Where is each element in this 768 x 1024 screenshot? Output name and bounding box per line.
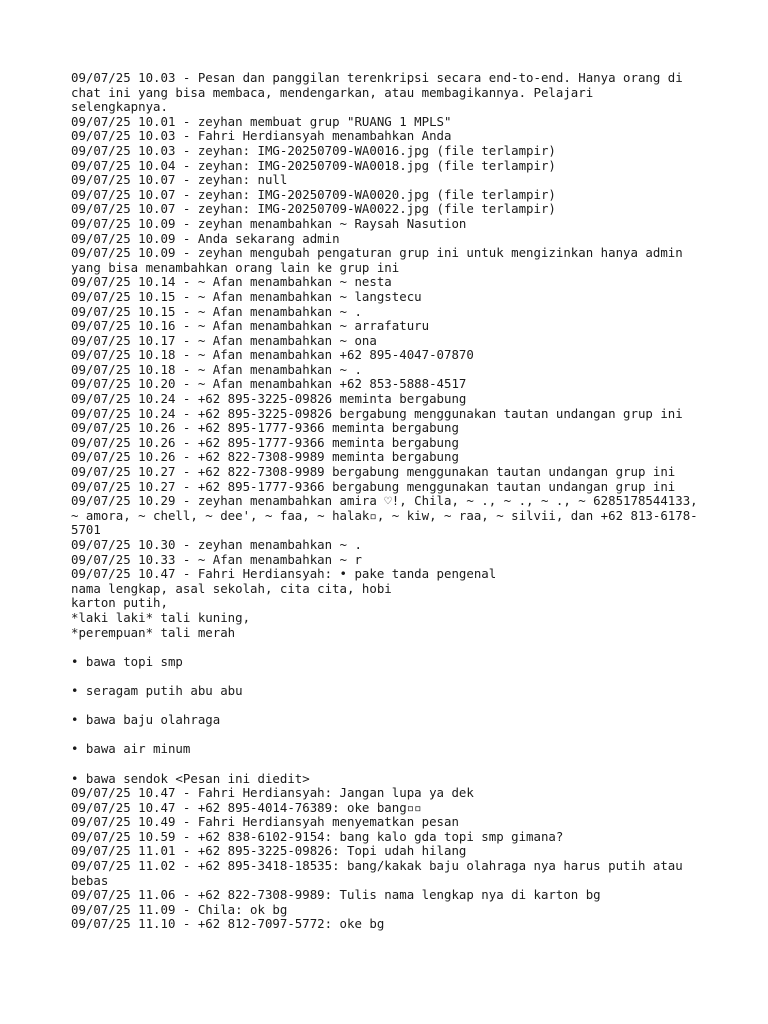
chat-line: 09/07/25 10.47 - +62 895-4014-76389: oke bang▫▫ — [71, 799, 422, 815]
chat-line: 09/07/25 10.18 - ~ Afan menambahkan +62 895-4047-07870 — [71, 347, 474, 363]
chat-line: 09/07/25 10.27 - +62 822-7308-9989 bergabung menggunakan tautan undangan grup ini — [71, 464, 676, 480]
chat-line — [71, 640, 711, 655]
chat-line: 09/07/25 10.17 - ~ Afan menambahkan ~ ona — [71, 332, 377, 348]
chat-line: 09/07/25 11.09 - Chila: ok bg — [71, 901, 288, 917]
chat-line: yang bisa menambahkan orang lain ke grup ini — [71, 259, 400, 275]
chat-line: 09/07/25 11.10 - +62 812-7097-5772: oke bg — [71, 916, 385, 932]
chat-line: 09/07/25 10.26 - +62 895-1777-9366 meminta bergabung — [71, 434, 459, 450]
chat-line: 09/07/25 10.24 - +62 895-3225-09826 bergabung menggunakan tautan undangan grup ini — [71, 405, 683, 421]
chat-line: • bawa topi smp — [71, 653, 183, 669]
chat-line: 09/07/25 10.24 - +62 895-3225-09826 meminta bergabung — [71, 391, 467, 407]
chat-line: 09/07/25 10.07 - zeyhan: null — [71, 172, 288, 188]
chat-line: 09/07/25 10.26 - +62 822-7308-9989 meminta bergabung — [71, 449, 459, 465]
chat-line: 09/07/25 10.14 - ~ Afan menambahkan ~ nesta — [71, 274, 392, 290]
chat-line: 09/07/25 11.02 - +62 895-3418-18535: bang/kakak baju olahraga nya harus putih atau — [71, 858, 683, 874]
chat-line: 09/07/25 10.15 - ~ Afan menambahkan ~ langstecu — [71, 288, 422, 304]
chat-line: *perempuan* tali merah — [71, 624, 236, 640]
chat-line: • bawa baju olahraga — [71, 712, 221, 728]
chat-line: 09/07/25 10.04 - zeyhan: IMG-20250709-WA0018.jpg (file terlampir) — [71, 157, 556, 173]
chat-line: 09/07/25 10.16 - ~ Afan menambahkan ~ arrafaturu — [71, 318, 430, 334]
chat-line: 09/07/25 10.03 - Fahri Herdiansyah menambahkan Anda — [71, 128, 452, 144]
chat-line: • bawa sendok <Pesan ini diedit> — [71, 770, 310, 786]
chat-line: 09/07/25 11.01 - +62 895-3225-09826: Topi udah hilang — [71, 843, 467, 859]
chat-line — [71, 757, 711, 772]
chat-line: • bawa air minum — [71, 741, 191, 757]
chat-line: • seragam putih abu abu — [71, 682, 243, 698]
chat-line: 5701 — [71, 522, 101, 538]
chat-line: 09/07/25 11.06 - +62 822-7308-9989: Tulis nama lengkap nya di karton bg — [71, 887, 601, 903]
chat-line: 09/07/25 10.09 - Anda sekarang admin — [71, 230, 340, 246]
chat-line — [71, 728, 711, 743]
chat-line: 09/07/25 10.15 - ~ Afan menambahkan ~ . — [71, 303, 362, 319]
chat-line: 09/07/25 10.59 - +62 838-6102-9154: bang kalo gda topi smp gimana? — [71, 828, 564, 844]
chat-line: ~ amora, ~ chell, ~ dee', ~ faa, ~ halak▫, ~ kiw, ~ raa, ~ silvii, dan +62 813-6178- — [71, 507, 698, 523]
chat-line: karton putih, — [71, 595, 168, 611]
chat-line: 09/07/25 10.49 - Fahri Herdiansyah menyematkan pesan — [71, 814, 459, 830]
chat-line: 09/07/25 10.33 - ~ Afan menambahkan ~ r — [71, 551, 362, 567]
chat-line: 09/07/25 10.30 - zeyhan menambahkan ~ . — [71, 537, 362, 552]
chat-line: 09/07/25 10.07 - zeyhan: IMG-20250709-WA0022.jpg (file terlampir) — [71, 201, 556, 217]
chat-line: 09/07/25 10.47 - Fahri Herdiansyah: • pake tanda pengenal — [71, 566, 497, 582]
chat-line: 09/07/25 10.47 - Fahri Herdiansyah: Jangan lupa ya dek — [71, 785, 474, 801]
chat-line: 09/07/25 10.27 - +62 895-1777-9366 bergabung menggunakan tautan undangan grup ini — [71, 478, 676, 494]
chat-line: 09/07/25 10.09 - zeyhan mengubah pengaturan grup ini untuk mengizinkan hanya admin — [71, 245, 683, 261]
chat-line: 09/07/25 10.29 - zeyhan menambahkan amira ♡!, Chila, ~ ., ~ ., ~ ., ~ 6285178544133, — [71, 493, 698, 509]
chat-line: 09/07/25 10.07 - zeyhan: IMG-20250709-WA0020.jpg (file terlampir) — [71, 186, 556, 202]
chat-line: chat ini yang bisa membaca, mendengarkan, atau membagikannya. Pelajari — [71, 84, 594, 100]
chat-line — [71, 669, 711, 684]
chat-line: 09/07/25 10.03 - Pesan dan panggilan terenkripsi secara end-to-end. Hanya orang di — [71, 70, 683, 85]
chat-line: 09/07/25 10.26 - +62 895-1777-9366 meminta bergabung — [71, 420, 459, 436]
chat-line: bebas — [71, 872, 109, 888]
chat-line: *laki laki* tali kuning, — [71, 609, 251, 625]
chat-line: 09/07/25 10.18 - ~ Afan menambahkan ~ . — [71, 361, 362, 377]
chat-export-text — [71, 71, 711, 932]
chat-line — [71, 699, 711, 714]
chat-line: 09/07/25 10.03 - zeyhan: IMG-20250709-WA0016.jpg (file terlampir) — [71, 142, 556, 158]
chat-line: nama lengkap, asal sekolah, cita cita, hobi — [71, 580, 392, 596]
chat-line: 09/07/25 10.09 - zeyhan menambahkan ~ Raysah Nasution — [71, 215, 467, 231]
chat-line: 09/07/25 10.01 - zeyhan membuat grup "RUANG 1 MPLS" — [71, 113, 452, 129]
chat-line: 09/07/25 10.20 - ~ Afan menambahkan +62 853-5888-4517 — [71, 376, 467, 392]
chat-line: selengkapnya. — [71, 99, 168, 115]
